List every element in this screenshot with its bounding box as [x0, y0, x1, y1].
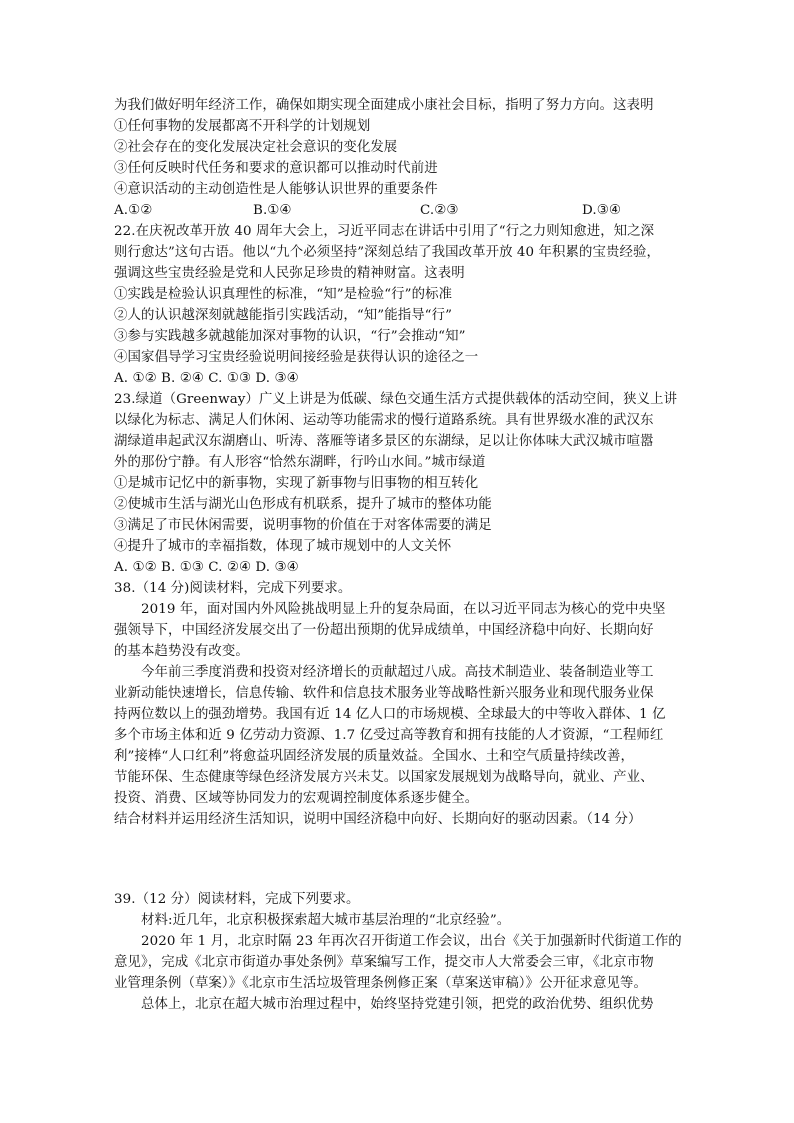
q23-item-2: ②使城市生活与湖光山色形成有机联系，提升了城市的整体功能	[114, 497, 492, 512]
q39-para2-line-1: 总体上，北京在超大城市治理过程中，始终坚持党建引领，把党的政治优势、组织优势	[141, 997, 654, 1012]
q38-header: 38.（14 分)阅读材料，完成下列要求。	[114, 581, 352, 596]
q38-para2-line-3: 持两位数以上的强劲增势。我国有近 14 亿人口的市场规模、全球最大的中等收入群体、1 亿	[114, 707, 666, 722]
q21-stem-tail: 为我们做好明年经济工作，确保如期实现全面建成小康社会目标，指明了努力方向。这表明	[114, 98, 654, 113]
q22-stem-line-1: 22.在庆祝改革开放 40 周年大会上，习近平同志在讲话中引用了“行之力则知愈进，知之深	[114, 224, 655, 239]
q21-option-a: A.①②	[114, 203, 153, 218]
q23-stem-line-4: 外的那份宁静。有人形容“恰然东湖畔，行吟山水间。”城市绿道	[114, 455, 486, 470]
q22-stem-line-3: 强调这些宝贵经验是党和人民弥足珍贵的精神财富。这表明	[114, 266, 465, 281]
q23-item-1: ①是城市记忆中的新事物，实现了新事物与旧事物的相互转化	[114, 476, 479, 491]
q21-option-c: C.②③	[420, 203, 459, 218]
q39-header: 39.（12 分）阅读材料，完成下列要求。	[114, 892, 360, 907]
q38-question: 结合材料并运用经济生活知识，说明中国经济稳中向好、长期向好的驱动因素。（14 分）	[114, 812, 642, 827]
q38-para2-line-1: 今年前三季度消费和投资对经济增长的贡献超过八成。高技术制造业、装备制造业等工	[141, 665, 654, 680]
q22-item-2: ②人的认识越深刻就越能指引实践活动，“知”能指导“行”	[114, 308, 453, 323]
q22-stem-line-2: 则行愈达”这句古语。他以“九个必须坚持”深刻总结了我国改革开放 40 年积累的宝贵经验，	[114, 245, 660, 260]
q22-options: A. ①② B. ②④ C. ①③ D. ③④	[114, 371, 299, 386]
q21-option-b: B.①④	[253, 203, 292, 218]
q39-para1-line-1: 2020 年 1 月，北京时隔 23 年再次召开街道工作会议，出台《关于加强新时代街道工作的	[141, 934, 682, 949]
q23-stem-line-3: 湖绿道串起武汉东湖磨山、听涛、落雁等诸多景区的东湖绿，足以让你体味大武汉城市喧嚣	[114, 434, 654, 449]
q21-item-1: ①任何事物的发展都离不开科学的计划规划	[114, 119, 371, 134]
q21-option-d: D.③④	[582, 203, 621, 218]
q22-item-3: ③参与实践越多就越能加深对事物的认识，“行”会推动“知”	[114, 329, 466, 344]
q22-item-4: ④国家倡导学习宝贵经验说明间接经验是获得认识的途径之一	[114, 350, 479, 365]
q21-item-4: ④意识活动的主动创造性是人能够认识世界的重要条件	[114, 182, 438, 197]
q38-para1-line-1: 2019 年，面对国内外风险挑战明显上升的复杂局面，在以习近平同志为核心的党中央坚	[141, 602, 666, 617]
q38-para2-line-4: 多个市场主体和近 9 亿劳动力资源、1.7 亿受过高等教育和拥有技能的人才资源，“工程师红	[114, 728, 664, 743]
q23-stem-line-2: 以绿化为标志、满足人们休闲、运动等功能需求的慢行道路系统。具有世界级水准的武汉东	[114, 413, 654, 428]
q23-options: A. ①② B. ①③ C. ②④ D. ③④	[114, 560, 299, 575]
q39-para1-line-3: 业管理条例（草案）》《北京市生活垃圾管理条例修正案（草案送审稿）》公开征求意见等。	[114, 976, 648, 991]
q38-para2-line-7: 投资、消费、区域等协同发力的宏观调控制度体系逐步健全。	[114, 791, 479, 806]
q38-para2-line-5: 利”接棒“人口红利”将愈益巩固经济发展的质量效益。全国水、土和空气质量持续改善，	[114, 749, 634, 764]
q21-options	[114, 201, 674, 221]
q39-material: 材料:近几年，北京积极探索超大城市基层治理的“北京经验”。	[141, 913, 511, 928]
q23-item-4: ④提升了城市的幸福指数，体现了城市规划中的人文关怀	[114, 539, 452, 554]
q38-para1-line-3: 的基本趋势没有改变。	[114, 644, 249, 659]
q21-item-3: ③任何反映时代任务和要求的意识都可以推动时代前进	[114, 161, 438, 176]
q23-stem-line-1: 23.绿道（Greenway）广义上讲是为低碳、绿色交通生活方式提供载体的活动空间，狭义上讲	[114, 392, 678, 407]
q38-para2-line-6: 节能环保、生态健康等绿色经济发展方兴未艾。以国家发展规划为战略导向，就业、产业、	[114, 770, 654, 785]
q23-item-3: ③满足了市民休闲需要，说明事物的价值在于对客体需要的满足	[114, 518, 492, 533]
q38-para2-line-2: 业新动能快速增长，信息传输、软件和信息技术服务业等战略性新兴服务业和现代服务业保	[114, 686, 654, 701]
q39-para1-line-2: 意见》，完成《北京市街道办事处条例》草案编写工作，提交市人大常委会三审，《北京市物	[114, 955, 654, 970]
q22-item-1: ①实践是检验认识真理性的标准，“知”是检验“行”的标准	[114, 287, 453, 302]
q21-item-2: ②社会存在的变化发展决定社会意识的变化发展	[114, 140, 398, 155]
q38-para1-line-2: 强领导下，中国经济发展交出了一份超出预期的优异成绩单，中国经济稳中向好、长期向好	[114, 623, 654, 638]
